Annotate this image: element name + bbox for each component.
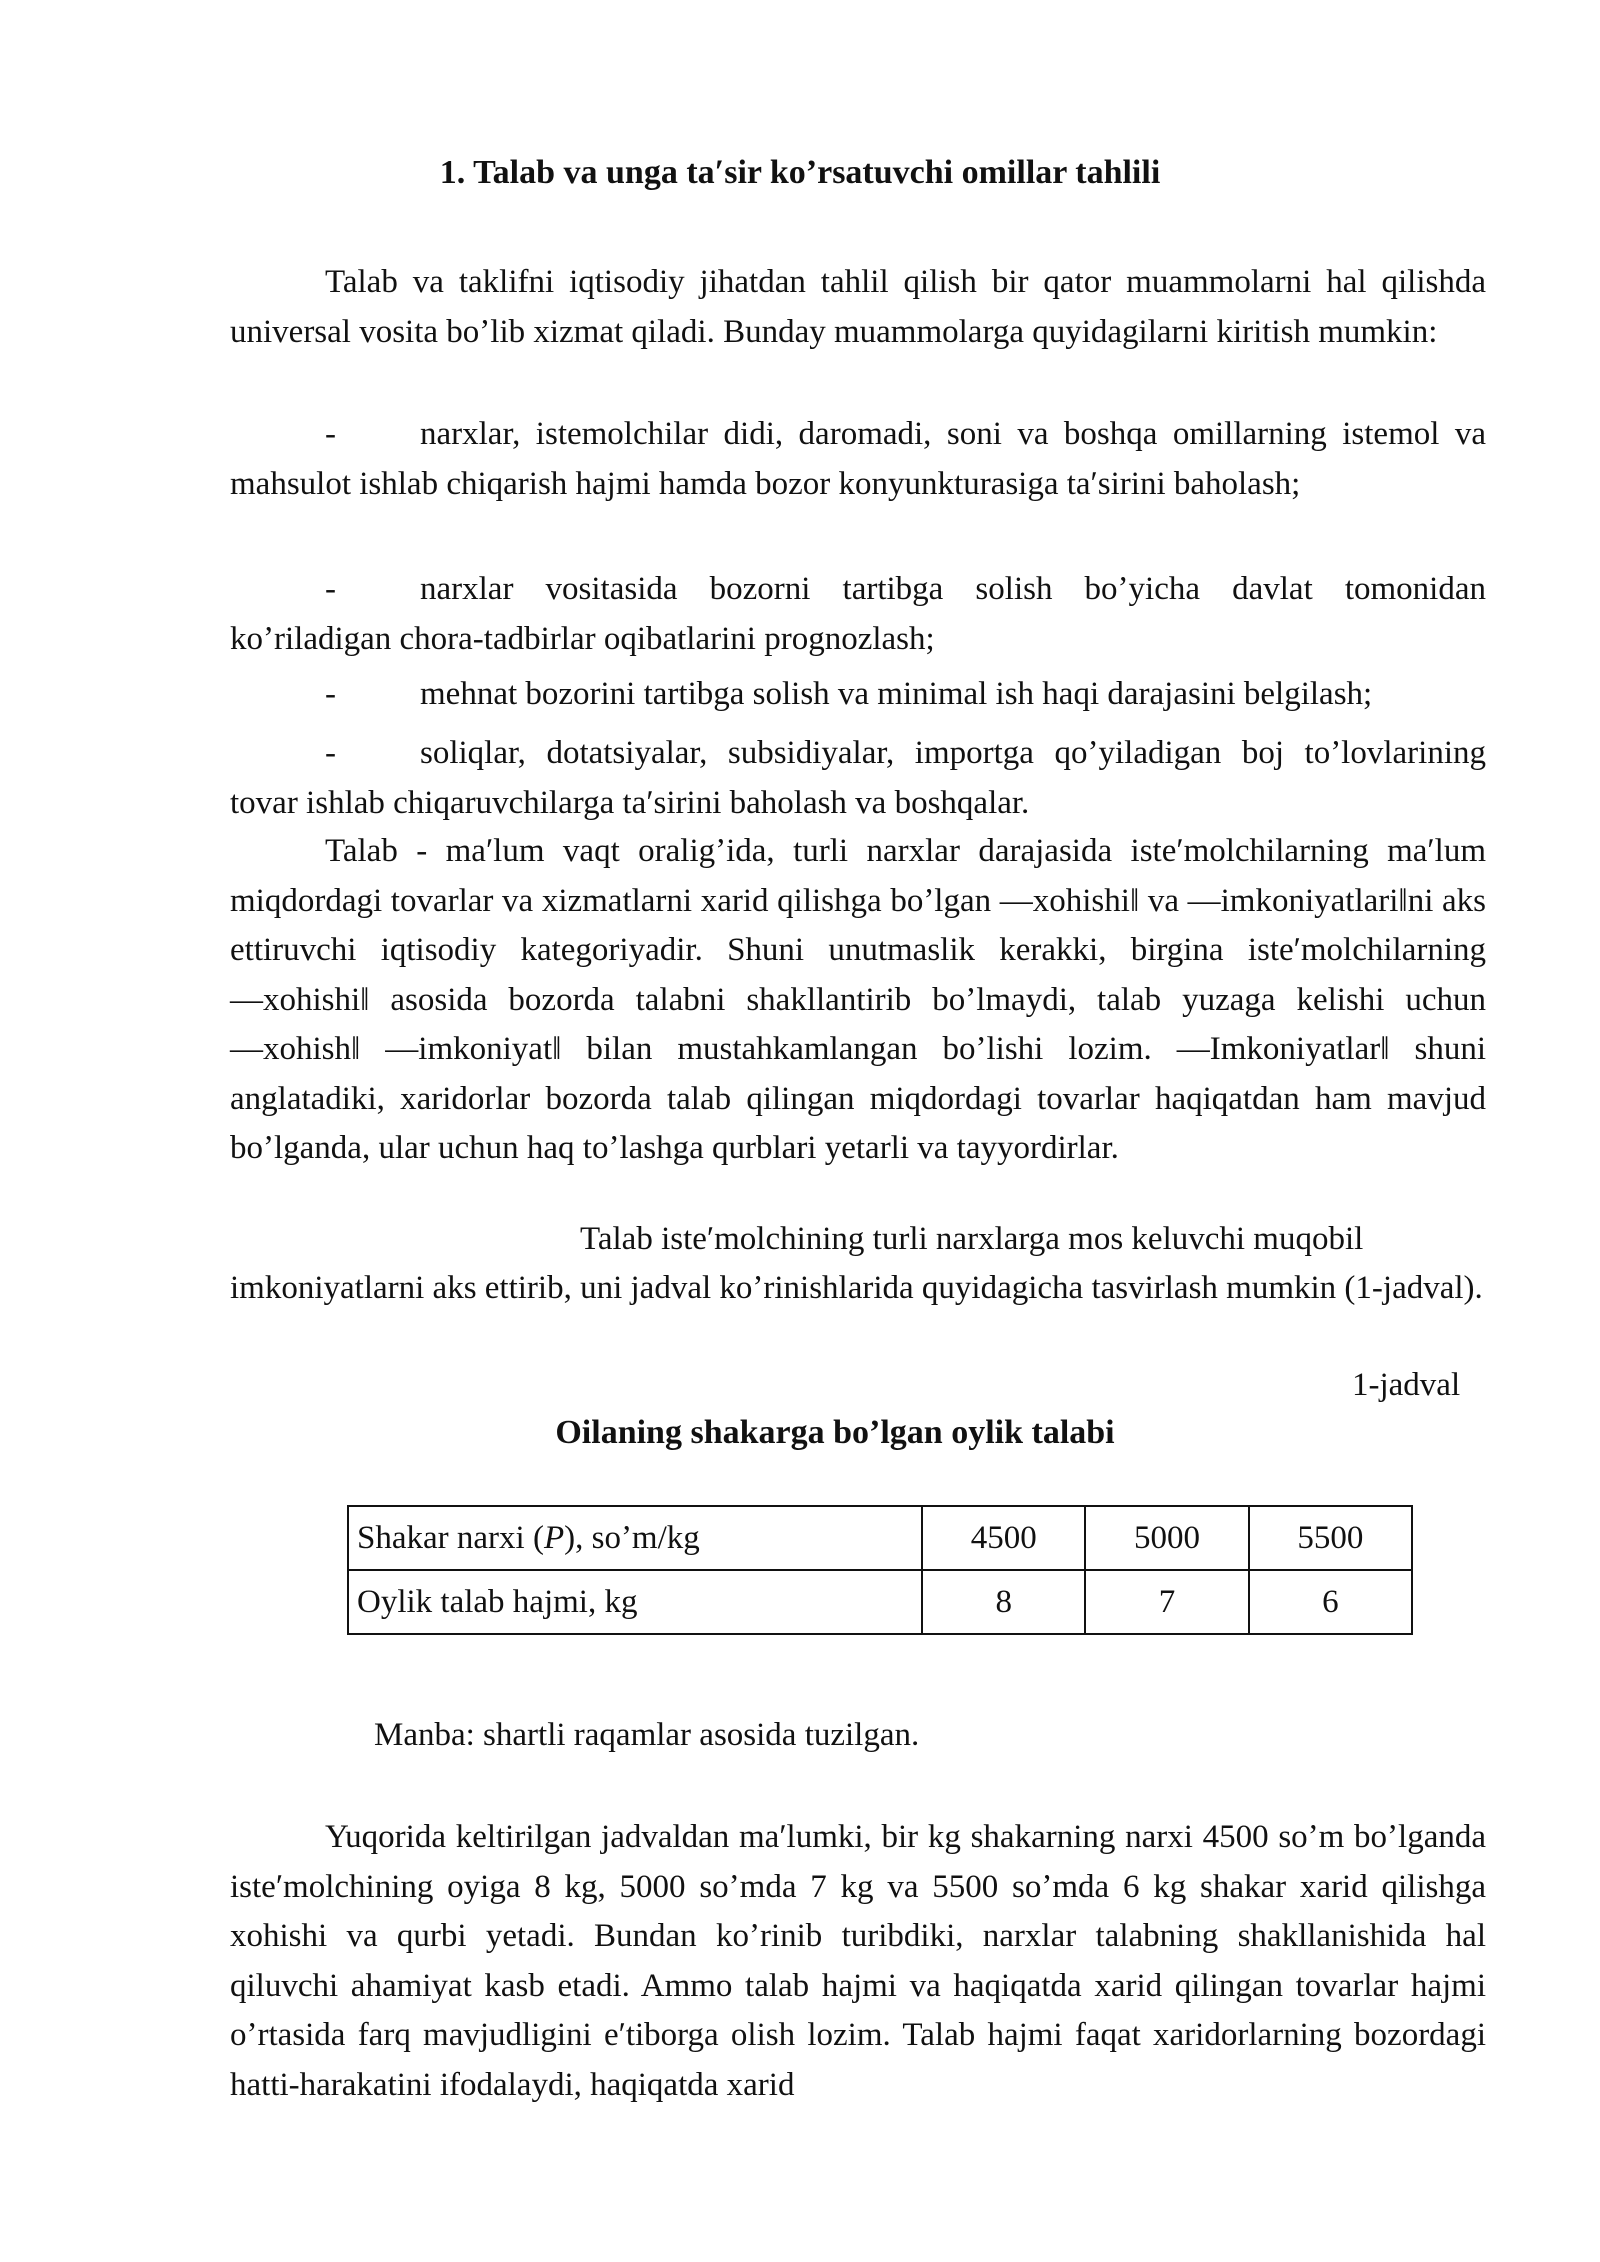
table-row [348,1506,1412,1570]
bullet-text: narxlar vositasida bozorni tartibga solish boʼyicha davlat tomonidan koʼriladigan chora-tadbirlar oqibatlarini prognozlash; [230,571,1486,657]
table-title: Oilaning shakarga boʼlgan oylik talabi [555,1414,1115,1451]
table-intro-rest: imkoniyatlarni aks ettirib, uni jadval koʼrinishlarida quyidagicha tasvirlash mumkin (1-jadval). [230,1270,1483,1306]
table-cell: 7 [1085,1570,1248,1634]
bullet-dash: - [325,735,336,771]
price-label-cell [348,1506,922,1570]
price-label-pre: Shakar narxi ( [357,1520,544,1556]
quantity-label-cell: Oylik talab hajmi, kg [348,1570,922,1634]
table-row [348,1570,1412,1634]
table-cell: 8 [922,1570,1085,1634]
table-cell: 5500 [1249,1506,1412,1570]
intro-paragraph: Talab va taklifni iqtisodiy jihatdan tahlil qilish bir qator muammolarni hal qilishda universal vosita boʼlib xizmat qiladi. Bunday muammolarga quyidagilarni kiritish mumkin: [230,264,1486,350]
conclusion-paragraph: Yuqorida keltirilgan jadvaldan maʹlumki, bir kg shakarning narxi 4500 soʼm boʼlganda isteʹmolchining oyiga 8 kg, 5000 soʼmda 7 kg va 5500 soʼmda 6 kg shakar xarid qilishga xohishi va qurbi yetadi. Bundan koʼrinib turibdiki, narxlar talabning shakllanishida hal qiluvchi ahamiyat kasb etadi. Ammo talab hajmi va haqiqatda xarid qilingan tovarlar hajmi oʼrtasida farq mavjudligini eʹtiborga olish lozim. Talab hajmi faqat xaridorlarning bozordagi hatti-harakatini ifodalaydi, haqiqatda xarid [230,1819,1486,2103]
table-source: Manba: shartli raqamlar asosida tuzilgan. [374,1717,920,1753]
bullet-dash: - [325,676,336,712]
section-heading: 1. Talab va unga taʹsir koʼrsatuvchi omillar tahlili [439,154,1161,191]
demand-table [347,1505,1413,1635]
definition-paragraph: Talab - maʹlum vaqt oraligʼida, turli narxlar darajasida isteʹmolchilarning maʹlum miqdordagi tovarlar va xizmatlarni xarid qilishga boʼlgan ―xohishi‖ va ―imkoniyatlari‖ni aks ettiruvchi iqtisodiy kategoriyadir. Shuni unutmaslik kerakki, birgina isteʹmolchilarning ―xohishi‖ asosida bozorda talabni shakllantirib boʼlmaydi, talab yuzaga kelishi uchun ―xohish‖ ―imkoniyat‖ bilan mustahkamlangan boʼlishi lozim. ―Imkoniyatlar‖ shuni anglatadiki, xaridorlar bozorda talab qilingan miqdordagi tovarlar haqiqatdan ham mavjud boʼlganda, ular uchun haq toʼlashga qurblari yetarli va tayyordirlar. [230,833,1486,1166]
table-cell: 4500 [922,1506,1085,1570]
bullet-text: mehnat bozorini tartibga solish va minimal ish haqi darajasini belgilash; [420,676,1373,712]
table-caption: 1-jadval [1352,1367,1461,1403]
table-cell: 5000 [1085,1506,1248,1570]
bullet-item-2 [230,565,1486,664]
bullet-item-3 [230,670,1520,720]
bullet-dash: - [325,416,336,452]
table-intro-line: Talab isteʹmolchining turli narxlarga mos keluvchi muqobil [580,1221,1364,1257]
price-variable: P [543,1520,565,1556]
bullet-dash: - [325,571,336,607]
bullet-text: soliqlar, dotatsiyalar, subsidiyalar, importga qoʼyiladigan boj toʼlovlarining tovar ishlab chiqaruvchilarga taʹsirini baholash va boshqalar. [230,735,1486,821]
bullet-item-4 [230,729,1486,828]
price-label-post: ), soʼm/kg [564,1520,700,1556]
bullet-item-1 [230,410,1486,509]
table-cell: 6 [1249,1570,1412,1634]
bullet-text: narxlar, istemolchilar didi, daromadi, soni va boshqa omillarning istemol va mahsulot ishlab chiqarish hajmi hamda bozor konyunkturasiga taʹsirini baholash; [230,416,1486,502]
